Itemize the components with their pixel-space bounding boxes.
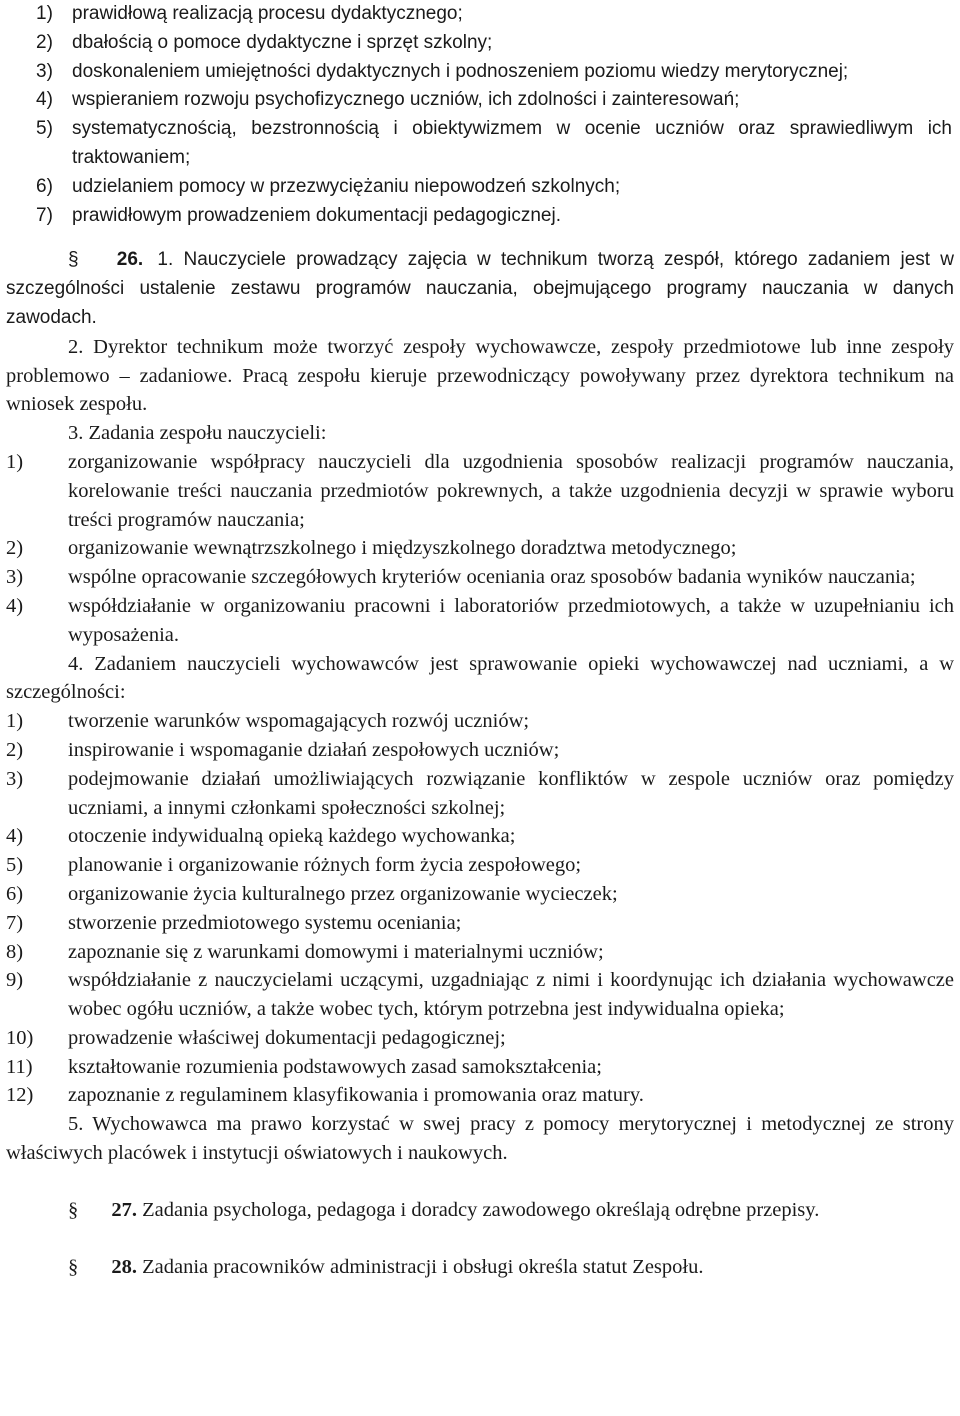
section-26-paragraph-5: 5. Wychowawca ma prawo korzystać w swej pracy z pomocy merytorycznej i metodycznej ze strony właściwych placówek i instytucji oświatowych i naukowych. bbox=[6, 1113, 954, 1165]
list-item: 1) tworzenie warunków wspomagających rozwój uczniów; bbox=[6, 710, 530, 733]
section-26 bbox=[6, 246, 954, 332]
tutor-tasks-list bbox=[6, 707, 954, 1110]
list-item: 5) systematycznością, bezstronnością i obiektywizmem w ocenie uczniów oraz sprawiedliwym ich traktowaniem; bbox=[36, 118, 952, 168]
list-item: 7) stworzenie przedmiotowego systemu oceniania; bbox=[6, 911, 462, 934]
team-tasks-list bbox=[6, 448, 954, 650]
section-sign: § bbox=[68, 1255, 79, 1278]
list-item: 8) zapoznanie się z warunkami domowymi i materialnymi uczniów; bbox=[6, 940, 604, 963]
list-item: 11) kształtowanie rozumienia podstawowych zasad samokształcenia; bbox=[6, 1055, 602, 1078]
list-item: 3) wspólne opracowanie szczegółowych kryteriów oceniania oraz sposobów badania wyników nauczania; bbox=[6, 566, 916, 589]
section-27: § 27. Zadania psychologa, pedagoga i doradcy zawodowego określają odrębne przepisy. bbox=[68, 1198, 820, 1221]
section-number: 28. bbox=[111, 1255, 137, 1278]
section-26-paragraph-2: 2. Dyrektor technikum może tworzyć zespoły wychowawcze, zespoły przedmiotowe lub inne zespoły problemowo – zadaniowe. Pracą zespołu kieruje przewodniczący powoływany przez dyrektora technikum na wniosek zespołu. bbox=[6, 335, 955, 416]
section-28: § 28. Zadania pracowników administracji i obsługi określa statut Zespołu. bbox=[68, 1255, 704, 1278]
list-item: 3) doskonaleniem umiejętności dydaktycznych i podnoszeniem poziomu wiedzy merytorycznej; bbox=[36, 60, 849, 82]
list-item: 4) wspieraniem rozwoju psychofizycznego uczniów, ich zdolności i zainteresowań; bbox=[36, 89, 740, 111]
list-item: 10) prowadzenie właściwej dokumentacji pedagogicznej; bbox=[6, 1026, 506, 1049]
list-item: 9) współdziałanie z nauczycielami uczącymi, uzgadniając z nimi i koordynując ich działania wychowawcze wobec ogółu uczniów, a także wobec tych, którym potrzebna jest indywidualna opieka; bbox=[6, 969, 954, 1021]
section-number: 27. bbox=[111, 1198, 137, 1221]
list-item: 6) udzielaniem pomocy w przezwyciężaniu niepowodzeń szkolnych; bbox=[36, 175, 621, 197]
list-item: 4) otoczenie indywidualną opieką każdego wychowanka; bbox=[6, 825, 516, 848]
list-item: 1) prawidłową realizacją procesu dydaktycznego; bbox=[36, 3, 463, 24]
section-26-rest bbox=[6, 333, 954, 1168]
list-item: 12) zapoznanie z regulaminem klasyfikowania i promowania oraz matury. bbox=[6, 1084, 644, 1107]
section-26-paragraph-4: 4. Zadaniem nauczycieli wychowawców jest sprawowanie opieki wychowawczej nad uczniami, a w szczególności: bbox=[6, 652, 954, 704]
duties-list bbox=[6, 0, 954, 230]
list-item: 6) organizowanie życia kulturalnego przez organizowanie wycieczek; bbox=[6, 882, 618, 905]
list-item: 3) podejmowanie działań umożliwiających rozwiązanie konfliktów w zespole uczniów oraz pomiędzy uczniami, a innymi członkami społeczności szkolnej; bbox=[6, 767, 954, 819]
list-item: 2) organizowanie wewnątrzszkolnego i międzyszkolnego doradztwa metodycznego; bbox=[6, 537, 737, 560]
section-26-paragraph-3: 3. Zadania zespołu nauczycieli: bbox=[68, 422, 327, 445]
section-sign: § bbox=[68, 1198, 79, 1221]
section-26-paragraph-1: § 26. 1. Nauczyciele prowadzący zajęcia w technikum tworzą zespół, którego zadaniem jest w szczególności ustalenie zestawu programów nauczania, obejmującego programy nauczania w danych zawodach. bbox=[6, 249, 954, 328]
section-sign: § bbox=[68, 249, 79, 271]
list-item: 7) prawidłowym prowadzeniem dokumentacji pedagogicznej. bbox=[36, 204, 561, 226]
section-number: 26. bbox=[116, 249, 144, 271]
list-item: 1) zorganizowanie współpracy nauczycieli dla uzgodnienia sposobów realizacji programów nauczania, korelowanie treści nauczania przedmiotów pokrewnych, a także uzgodnienia decyzji w sprawie wyboru treści programów nauczania; bbox=[6, 450, 954, 531]
list-item: 2) dbałością o pomoce dydaktyczne i sprzęt szkolny; bbox=[36, 31, 493, 53]
list-item: 5) planowanie i organizowanie różnych form życia zespołowego; bbox=[6, 854, 582, 877]
list-item: 2) inspirowanie i wspomaganie działań zespołowych uczniów; bbox=[6, 738, 560, 761]
list-item: 4) współdziałanie w organizowaniu pracowni i laboratoriów przedmiotowych, a także w uzupełnianiu ich wyposażenia. bbox=[6, 594, 954, 646]
